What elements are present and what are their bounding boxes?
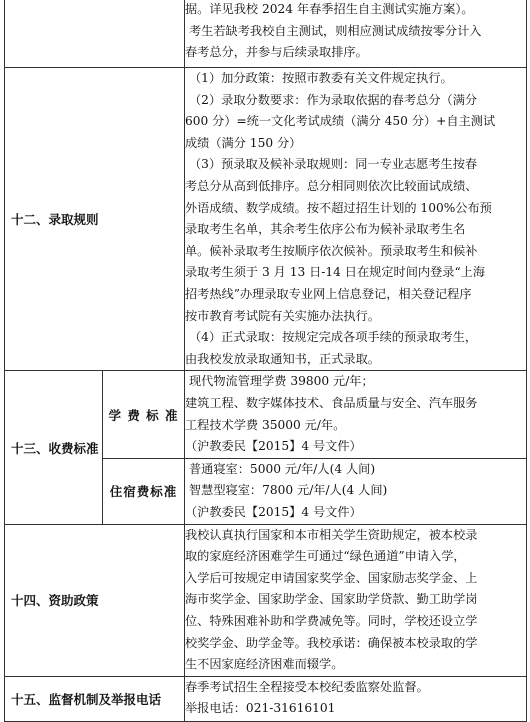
section-title-admission-rules: 十二、录取规则: [5, 68, 185, 371]
row-admission-rules: [5, 68, 527, 371]
financial-aid-content: [185, 524, 527, 676]
content-line: 春考总分，并参与后续录取排序。: [185, 45, 368, 60]
report-phone: 举报电话：021-31616101: [185, 701, 336, 716]
content-line: 我校认真执行国家和本市相关学生资助规定，被本校录: [185, 527, 478, 542]
content-line: 外语成绩、数学成绩。按不超过招生计划的 100%公布预: [185, 200, 492, 215]
content-line: （沪教委民【2015】4 号文件）: [185, 504, 362, 519]
tuition-content: [185, 371, 527, 458]
supervision-content: [185, 676, 527, 721]
content-line: 现代物流管理学费 39800 元/年；: [189, 374, 374, 389]
content-line: 成绩（满分 150 分）: [185, 135, 302, 150]
lodging-content: [185, 458, 527, 524]
content-line: 工程技术学费 35000 元/年。: [185, 417, 346, 432]
content-line: 招考热线”办理录取专业网上信息登记，相关登记程序: [185, 286, 472, 301]
content-line: 录取考生须于 3 月 13 日-14 日在规定时间内登录“上海: [185, 265, 486, 280]
section-title-financial-aid: 十四、资助政策: [5, 524, 185, 676]
lodging-label: 住宿费标准: [103, 458, 185, 524]
content-line: 录取考生名单，其余考生依序公布为候补录取考生名: [185, 222, 466, 237]
previous-section-label-cell: [5, 0, 185, 68]
content-line: 建筑工程、数字媒体技术、食品质量与安全、汽车服务: [185, 395, 478, 410]
previous-section-content: [185, 0, 527, 68]
content-line: （沪教委民【2015】4 号文件）: [185, 439, 362, 454]
section-title-supervision: 十五、监督机制及举报电话: [5, 676, 185, 721]
admission-rules-content: [185, 68, 527, 371]
row-fees-tuition: [5, 371, 527, 458]
content-line: 校奖学金、助学金等。我校承诺：确保被本校录取的学: [185, 635, 478, 650]
content-line: 位、特殊困难补助和学费减免等。同时，学校还设立学: [185, 614, 478, 629]
content-line: 考总分从高到低排序。总分相同则依次比较面试成绩、: [185, 178, 478, 193]
content-line: 取的家庭经济困难学生可通过“绿色通道”申请入学，: [185, 549, 466, 564]
content-line: （2）录取分数要求：作为录取依据的春考总分（满分: [189, 92, 478, 107]
content-line: 春季考试招生全程接受本校纪委监察处监督。: [185, 679, 429, 694]
content-line: （4）正式录取：按规定完成各项手续的预录取考生，: [189, 330, 478, 345]
content-line: 据。详见我校 2024 年春季招生自主测试实施方案）。: [185, 2, 474, 16]
content-line: 智慧型寝室：7800 元/年/人(4 人间): [189, 483, 388, 498]
content-line: 普通寝室：5000 元/年/人(4 人间): [189, 461, 376, 476]
content-line: （1）加分政策：按照市教委有关文件规定执行。: [189, 71, 453, 85]
section-title-fees: 十三、收费标准: [5, 371, 103, 524]
row-financial-aid: [5, 524, 527, 676]
content-line: 单。候补录取考生按顺序依次候补。预录取考生和候补: [185, 243, 478, 258]
content-line: 海市奖学金、国家助学金、国家助学贷款、勤工助学岗: [185, 592, 478, 607]
content-line: 生不因家庭经济困难而辍学。: [185, 657, 344, 672]
tuition-label: 学 费 标 准: [103, 371, 185, 458]
content-line: 入学后可按规定申请国家奖学金、国家励志奖学金、上: [185, 570, 478, 585]
admission-info-table: [4, 0, 527, 722]
content-line: （3）预录取及候补录取规则：同一专业志愿考生按春: [189, 157, 478, 172]
row-supervision: [5, 676, 527, 721]
row-previous-continuation: [5, 0, 527, 68]
content-line: 考生若缺考我校自主测试，则相应测试成绩按零分计入: [189, 23, 482, 38]
content-line: 600 分）=统一文化考试成绩（满分 450 分）+自主测试: [185, 114, 496, 129]
content-line: 按市教育考试院有关实施办法执行。: [185, 308, 380, 323]
content-line: 由我校发放录取通知书，正式录取。: [185, 351, 380, 366]
